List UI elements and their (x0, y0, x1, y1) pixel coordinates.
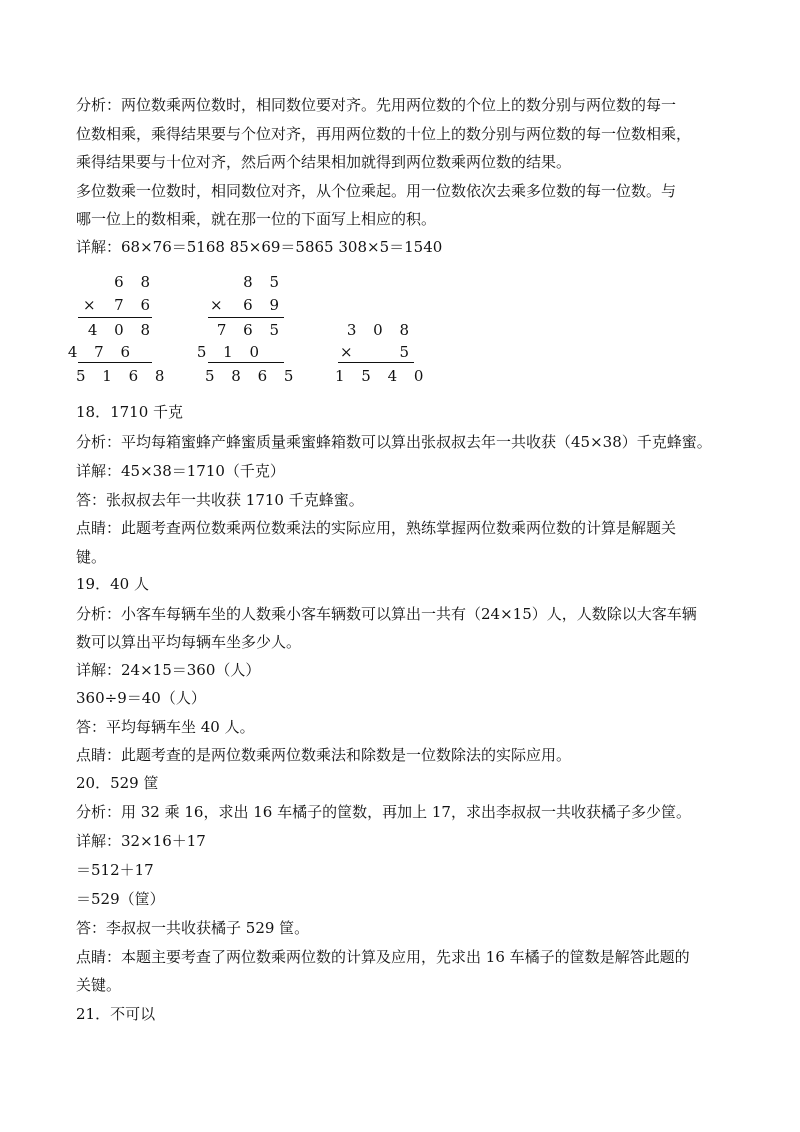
q20-comment-2: 关键。 (76, 976, 122, 994)
q18-comment-2: 键。 (76, 548, 107, 566)
calc-b-rule-1 (208, 317, 284, 318)
intro-line-3: 乘得结果要与十位对齐，然后两个结果相加就得到两位数乘两位数的结果。 (76, 153, 572, 171)
calc-a-top: 6 8 (114, 273, 156, 291)
calc-b-partial-1: 7 6 5 (216, 321, 285, 339)
q20-detail-1: 详解：32×16＋17 (76, 832, 206, 850)
q19-answer: 答：平均每辆车坐 40 人。 (76, 718, 255, 736)
q19-analysis-1: 分析：小客车每辆车坐的人数乘小客车辆数可以算出一共有（24×15）人，人数除以大客车辆 (76, 605, 697, 623)
q20-analysis: 分析：用 32 乘 16，求出 16 车橘子的筐数，再加上 17，求出李叔叔一共收获橘子多少筐。 (76, 803, 691, 821)
q20-answer: 答：李叔叔一共收获橘子 529 筐。 (76, 919, 310, 937)
q20-detail-3: ＝529（筐） (76, 890, 165, 908)
intro-line-2: 位数相乘，乘得结果要与个位对齐，再用两位数的十位上的数分别与两位数的每一位数相乘， (76, 125, 692, 143)
calc-c-rule (338, 362, 414, 363)
q19-comment: 点睛：此题考查的是两位数乘两位数乘法和除数是一位数除法的实际应用。 (76, 746, 572, 764)
calc-b-mul-sign: × (210, 296, 223, 314)
q19-title: 19．40 人 (76, 575, 149, 593)
q19-detail-1: 详解：24×15＝360（人） (76, 661, 261, 679)
calc-b-mul: 6 9 (243, 296, 285, 314)
q19-detail-2: 360÷9＝40（人） (76, 689, 206, 707)
calc-a-partial-2: 4 7 6 (67, 343, 136, 361)
calc-a-rule-2 (78, 362, 152, 363)
q19-analysis-2: 数可以算出平均每辆车坐多少人。 (76, 633, 302, 651)
intro-line-5: 哪一位上的数相乘，就在那一位的下面写上相应的积。 (76, 210, 437, 228)
q20-detail-2: ＝512＋17 (76, 861, 154, 879)
calc-c-top: 3 0 8 (346, 321, 415, 339)
q20-comment-1: 点睛：本题主要考查了两位数乘两位数的计算及应用，先求出 16 车橘子的筐数是解答此题的 (76, 948, 690, 966)
calc-a-mul-sign: × (83, 296, 96, 314)
q20-title: 20．529 筐 (76, 774, 159, 792)
calc-b-rule-2 (208, 362, 284, 363)
calc-c-mul-sign: × (340, 343, 353, 361)
calc-b-top: 8 5 (243, 273, 285, 291)
q18-analysis: 分析：平均每箱蜜蜂产蜂蜜质量乘蜜蜂箱数可以算出张叔叔去年一共收获（45×38）千克蜂蜜。 (76, 433, 712, 451)
calc-c-result: 1 5 4 0 (335, 367, 430, 385)
calc-a-partial-1: 4 0 8 (87, 321, 156, 339)
calc-c-mul: 5 (399, 343, 415, 361)
intro-line-4: 多位数乘一位数时，相同数位对齐，从个位乘起。用一位数依次去乘多位数的每一位数。与 (76, 182, 677, 200)
q18-detail: 详解：45×38＝1710（千克） (76, 462, 285, 480)
calc-b-result: 5 8 6 5 (205, 367, 300, 385)
calc-a-result: 5 1 6 8 (76, 367, 171, 385)
q21-title: 21．不可以 (76, 1005, 156, 1023)
calc-a-rule-1 (78, 317, 152, 318)
calc-a-mul: 7 6 (114, 296, 156, 314)
q18-comment-1: 点睛：此题考查两位数乘两位数乘法的实际应用，熟练掌握两位数乘两位数的计算是解题关 (76, 519, 677, 537)
intro-detail: 详解：68×76＝5168 85×69＝5865 308×5＝1540 (76, 238, 443, 256)
q18-title: 18．1710 千克 (76, 403, 184, 421)
intro-line-1: 分析：两位数乘两位数时，相同数位要对齐。先用两位数的个位上的数分别与两位数的每一 (76, 96, 677, 114)
calc-b-partial-2: 5 1 0 (196, 343, 265, 361)
q18-answer: 答：张叔叔去年一共收获 1710 千克蜂蜜。 (76, 491, 364, 509)
